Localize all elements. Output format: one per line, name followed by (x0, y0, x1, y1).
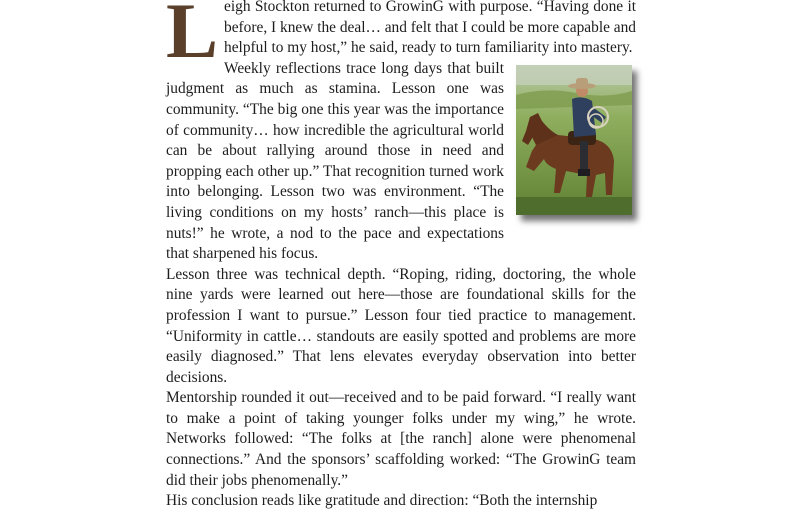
paragraph-1-text: eigh Stockton returned to GrowinG with purpose. “Having done it before, I knew the deal… and felt that I could be more capable and helpful to my host,” he said, ready to turn familiarity into mastery. (224, 0, 636, 57)
paragraph-1 (166, 0, 636, 74)
drop-cap: L (166, 0, 219, 74)
paragraph-2-text: Weekly reflections trace long days that built judgment as much as stamina. Lesson one was community. “The big one this year was the importance of community… how incredible the agricultural world can be about rallying around those in need and propping each other up.” That recognition turned work into belonging. Lesson two was environment. “The living conditions on my hosts’ ranch—this place is nuts!” he wrote, a nod to the pace and expectations that sharpened his focus. (166, 59, 504, 263)
cowboy-on-horse-photo (516, 65, 632, 215)
paragraph-5: His conclusion reads like gratitude and direction: “Both the internship (166, 492, 598, 510)
photo-frame (516, 65, 636, 220)
article-body (166, 0, 636, 512)
paragraph-4: Mentorship rounded it out—received and to be paid forward. “I really want to make a point of taking younger folks under my wing,” he wrote. Networks followed: “The folks at [the ranch] alone were phenomenal connections.” And the sponsors’ scaffolding worked: “The GrowinG team did their jobs phenomenally.” (166, 389, 636, 489)
paragraph-2 (166, 59, 636, 265)
paragraph-3: Lesson three was technical depth. “Roping, riding, doctoring, the whole nine yards were learned out here—those are foundational skills for the profession I want to pursue.” Lesson four tied practice to management. “Uniformity in cattle… standouts are easily spotted and problems are more easily diagnosed.” That lens elevates everyday observation into better decisions. (166, 265, 636, 386)
